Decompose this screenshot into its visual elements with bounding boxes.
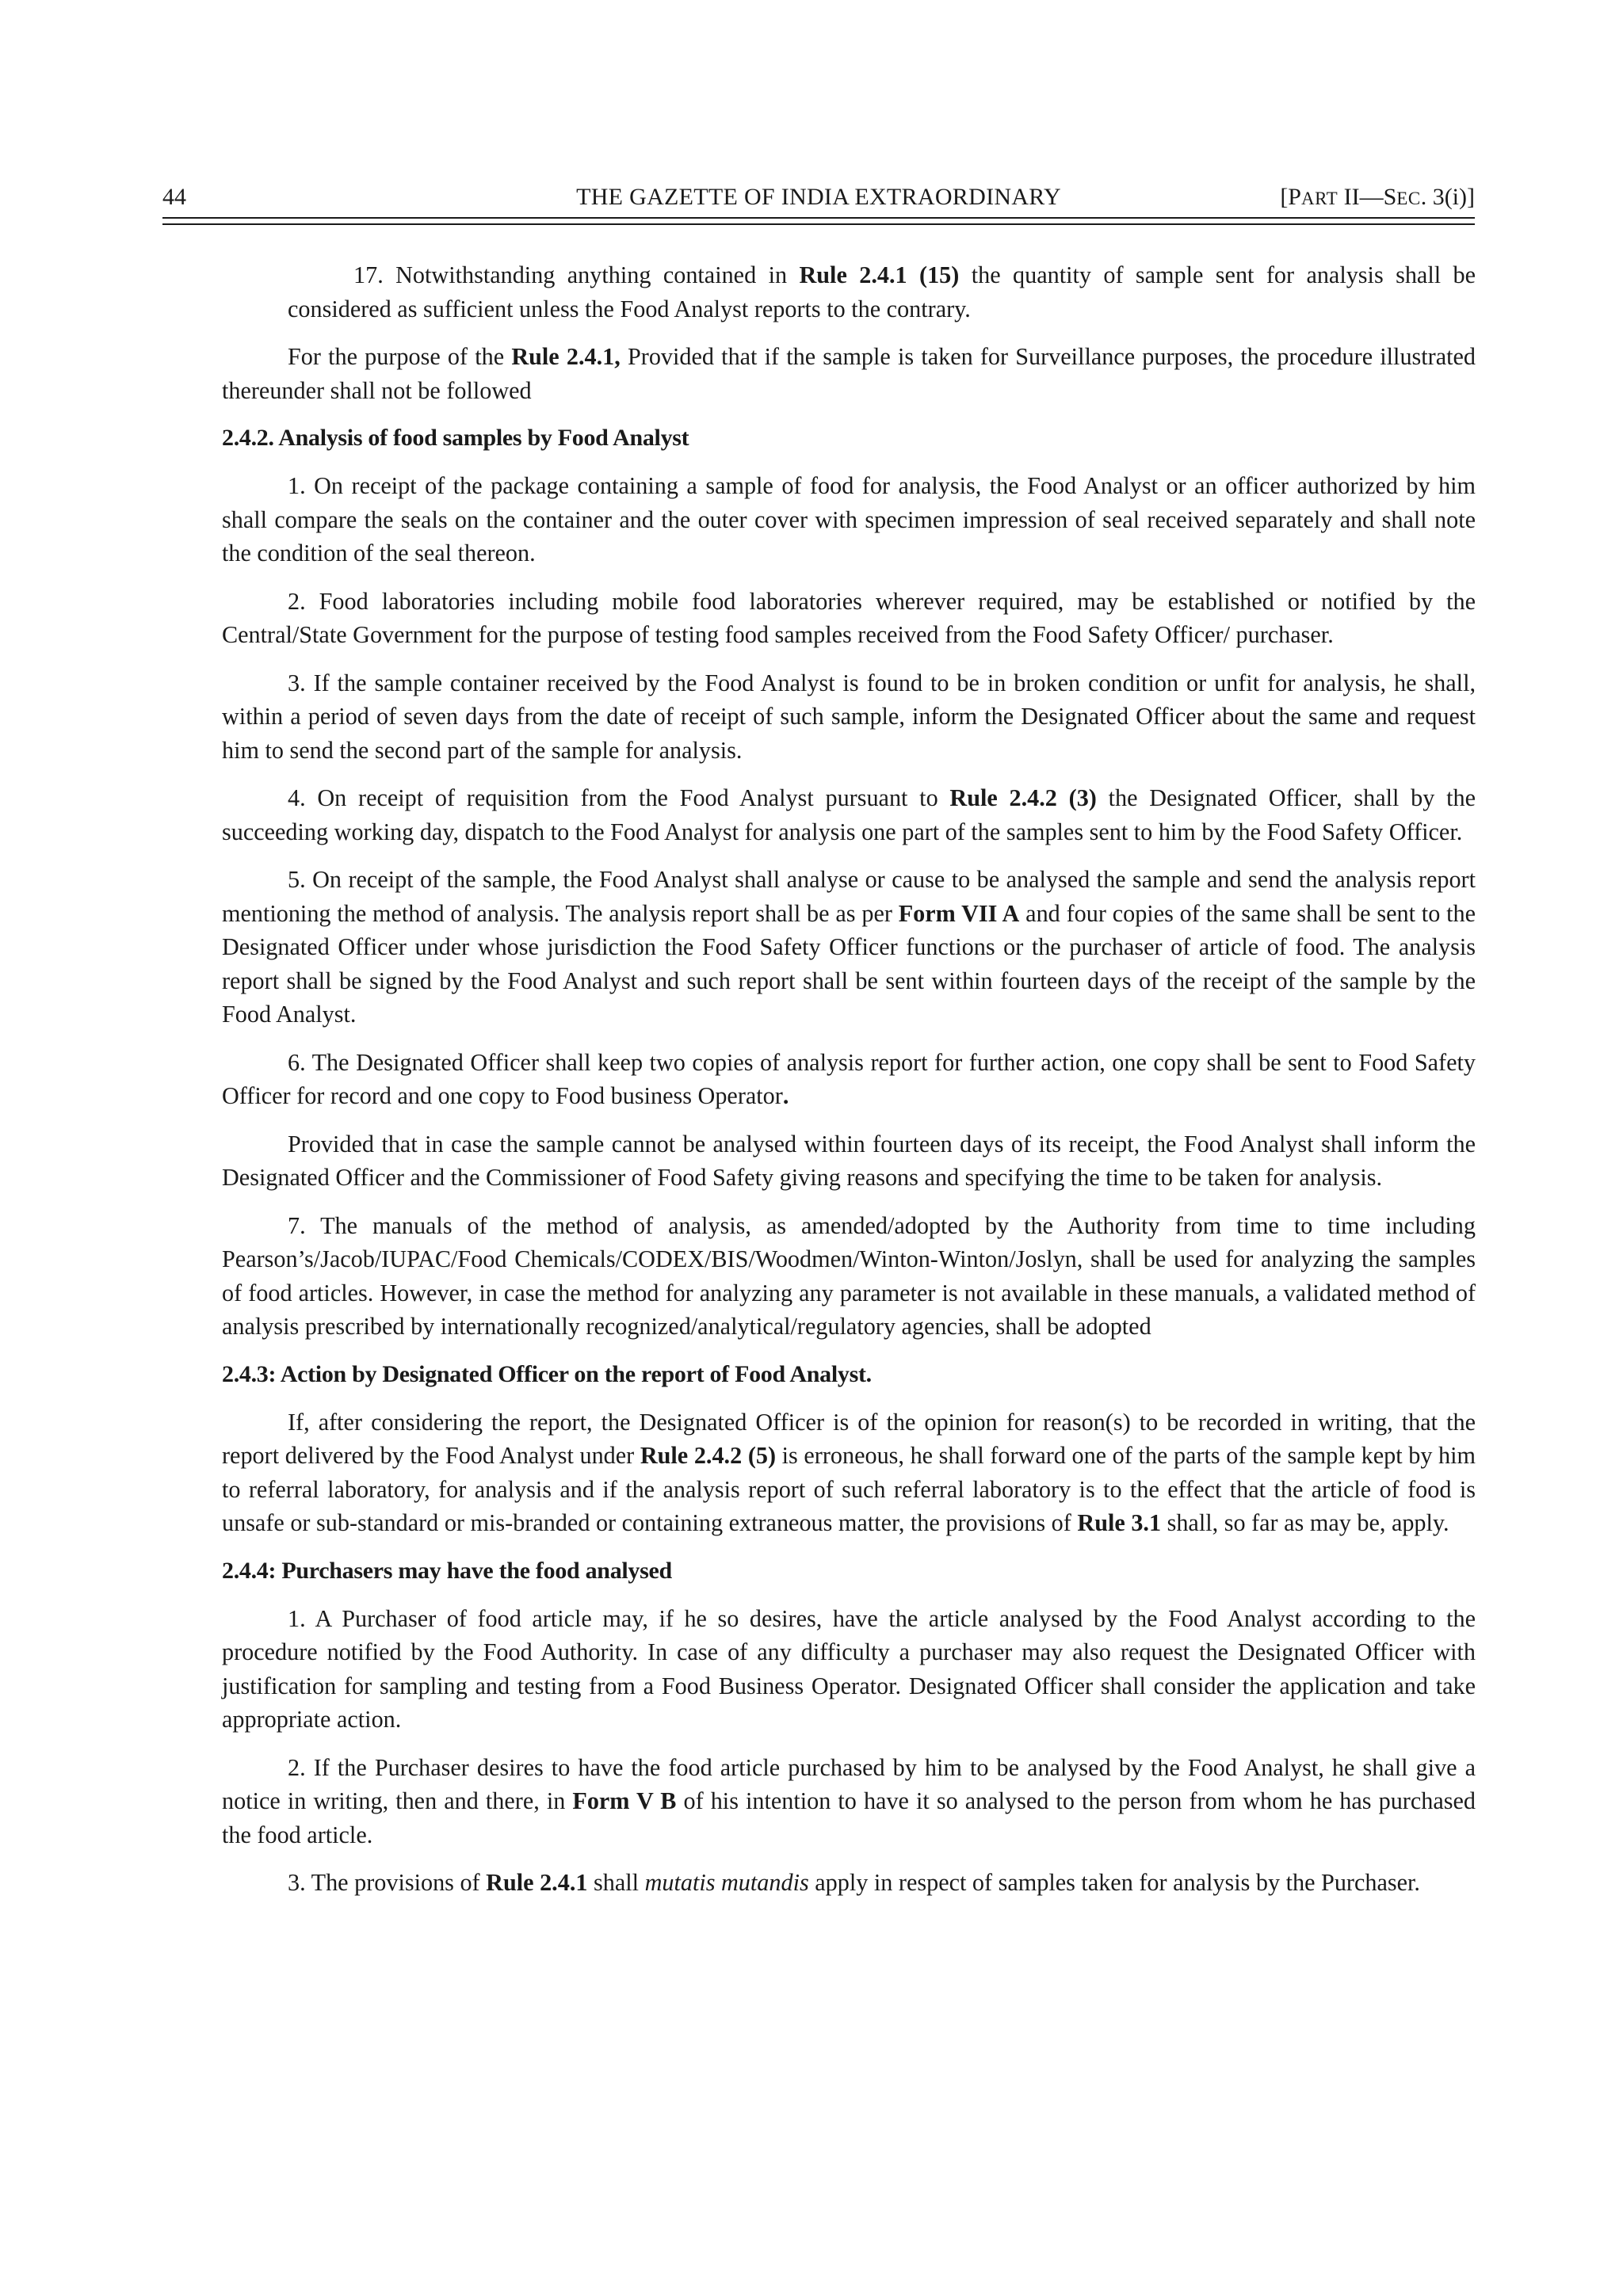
heading-2-4-4: 2.4.4: Purchasers may have the food analysed bbox=[222, 1557, 672, 1584]
paragraph-2-4-2-proviso: Provided that in case the sample cannot be analysed within fourteen days of its receipt, the Food Analyst shall inform the Designated Officer and the Commissioner of Food Safety giving reasons and specifying the time to be taken for analysis. bbox=[222, 1130, 1476, 1191]
part-section-label: [PART II—SEC. 3(i)] bbox=[1280, 184, 1475, 210]
page-header bbox=[162, 181, 1475, 214]
paragraph-17: 17. Notwithstanding anything contained in Rule 2.4.1 (15) the quantity of sample sent for analysis shall be considered as sufficient unless the Food Analyst reports to the contrary. bbox=[288, 261, 1476, 322]
paragraph-2-4-2-1: 1. On receipt of the package containing a sample of food for analysis, the Food Analyst or an officer authorized by him shall compare the seals on the container and the outer cover with specimen impression of seal received separately and shall note the condition of the seal thereon. bbox=[222, 472, 1476, 566]
paragraph-2-4-4-3: 3. The provisions of Rule 2.4.1 shall mutatis mutandis apply in respect of samples taken for analysis by the Purchaser. bbox=[288, 1869, 1420, 1896]
paragraph-2-4-2-7: 7. The manuals of the method of analysis, as amended/adopted by the Authority from time to time including Pearson’s/Jacob/IUPAC/Food Chemicals/CODEX/BIS/Woodmen/Winton-Winton/Joslyn, shall be used for analyzing the samples of food articles. However, in case the method for analyzing any parameter is not available in these manuals, a validated method of analysis prescribed by internationally recognized/analytical/regulatory agencies, shall be adopted bbox=[222, 1211, 1476, 1340]
heading-2-4-2: 2.4.2. Analysis of food samples by Food Analyst bbox=[222, 425, 689, 451]
gazette-title: THE GAZETTE OF INDIA EXTRAORDINARY bbox=[576, 184, 1061, 210]
paragraph-2-4-4-1: 1. A Purchaser of food article may, if he so desires, have the article analysed by the Food Analyst according to the procedure notified by the Food Authority. In case of any difficulty a purchaser may also request the Designated Officer with justification for sampling and testing from a Food Business Operator. Designated Officer shall consider the application and take appropriate action. bbox=[222, 1604, 1476, 1733]
paragraph-2-4-2-5: 5. On receipt of the sample, the Food Analyst shall analyse or cause to be analysed the sample and send the analysis report mentioning the method of analysis. The analysis report shall be as per Form VII A and four copies of the same shall be sent to the Designated Officer under whose jurisdiction the Food Safety Officer functions or the purchaser of article of food. The analysis report shall be signed by the Food Analyst and such report shall be sent within fourteen days of the receipt of the sample by the Food Analyst. bbox=[222, 866, 1476, 1028]
paragraph-2-4-3: If, after considering the report, the Designated Officer is of the opinion for reason(s) to be recorded in writing, that the report delivered by the Food Analyst under Rule 2.4.2 (5) is erroneous, he shall forward one of the parts of the sample kept by him to referral laboratory, for analysis and if the analysis report of such referral laboratory is to the effect that the article of food is unsafe or sub-standard or mis-branded or containing extraneous matter, the provisions of Rule 3.1 shall, so far as may be, apply. bbox=[222, 1408, 1476, 1536]
page-number: 44 bbox=[162, 184, 186, 210]
document-body bbox=[222, 258, 1476, 1914]
paragraph-purpose: For the purpose of the Rule 2.4.1, Provided that if the sample is taken for Surveillance purposes, the procedure illustrated thereunder shall not be followed bbox=[222, 343, 1476, 404]
paragraph-2-4-2-4: 4. On receipt of requisition from the Food Analyst pursuant to Rule 2.4.2 (3) the Designated Officer, shall by the succeeding working day, dispatch to the Food Analyst for analysis one part of the samples sent to him by the Food Safety Officer. bbox=[222, 784, 1476, 845]
header-rule-top bbox=[162, 217, 1475, 219]
paragraph-2-4-2-6: 6. The Designated Officer shall keep two copies of analysis report for further action, one copy shall be sent to Food Safety Officer for record and one copy to Food business Operator. bbox=[222, 1048, 1476, 1109]
paragraph-2-4-4-2: 2. If the Purchaser desires to have the food article purchased by him to be analysed by the Food Analyst, he shall give a notice in writing, then and there, in Form V B of his intention to have it so analysed to the person from whom he has purchased the food article. bbox=[222, 1753, 1476, 1848]
heading-2-4-3: 2.4.3: Action by Designated Officer on the report of Food Analyst. bbox=[222, 1360, 872, 1387]
paragraph-2-4-2-2: 2. Food laboratories including mobile food laboratories wherever required, may be established or notified by the Central/State Government for the purpose of testing food samples received from the Food Safety Officer/ purchaser. bbox=[222, 587, 1476, 648]
paragraph-2-4-2-3: 3. If the sample container received by the Food Analyst is found to be in broken condition or unfit for analysis, he shall, within a period of seven days from the date of receipt of such sample, inform the Designated Officer about the same and request him to send the second part of the sample for analysis. bbox=[222, 669, 1476, 764]
header-rule-bottom bbox=[162, 223, 1475, 225]
